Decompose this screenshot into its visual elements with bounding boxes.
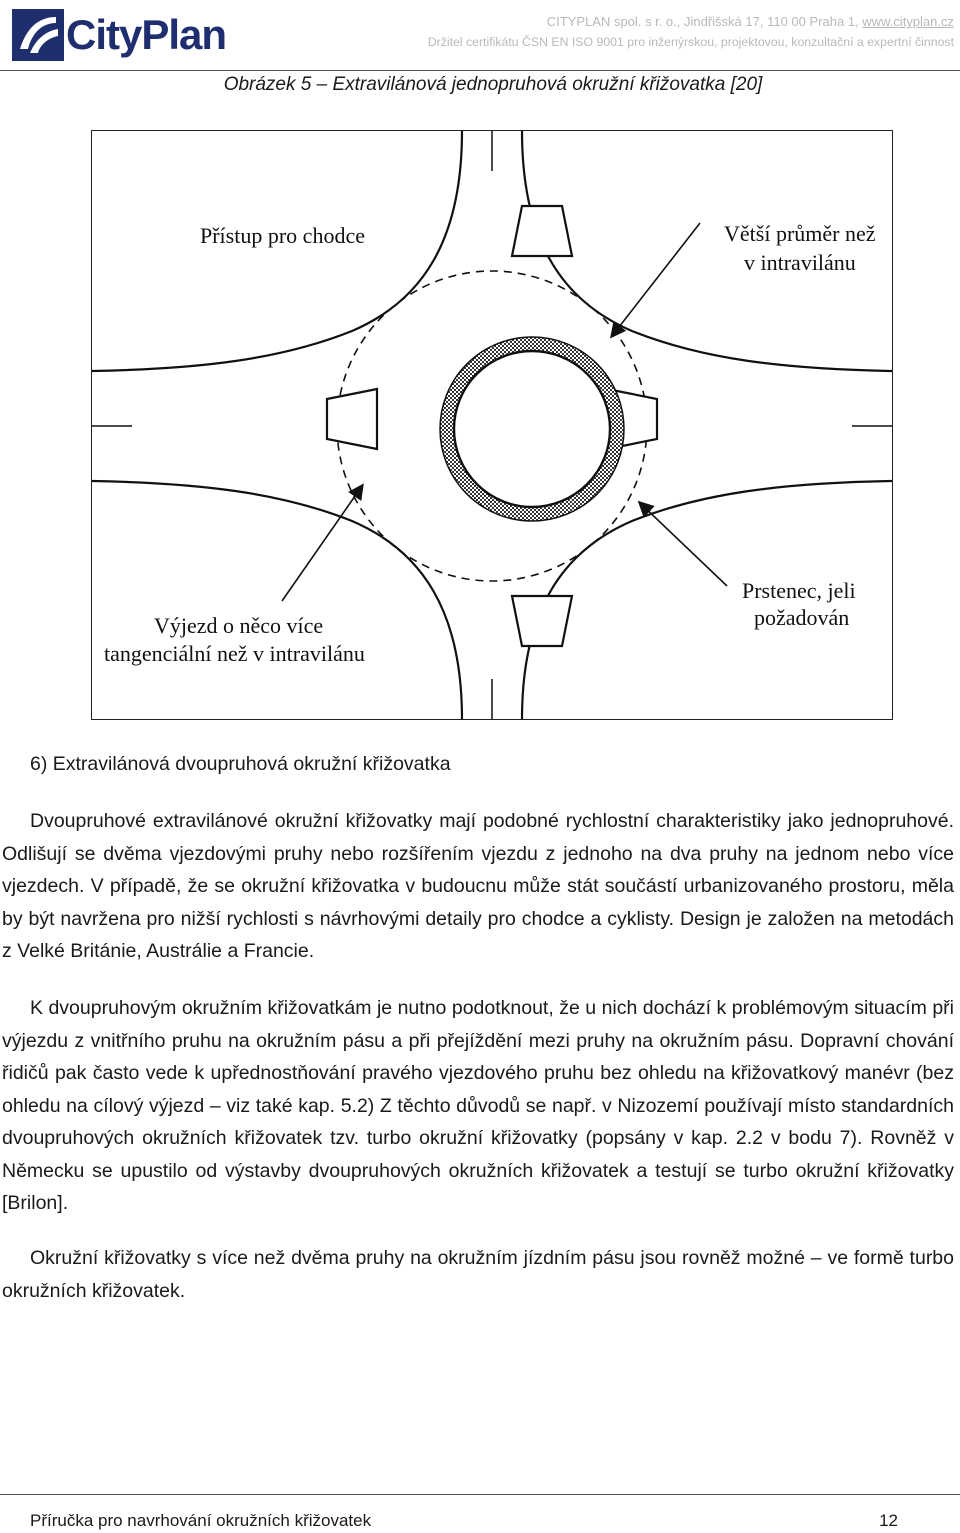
paragraph-1-text: Dvoupruhové extravilánové okružní křižovatky mají podobné rychlostní charakteristiky jako jednopruhové. Odlišují se dvěma vjezdovými pruhy nebo rozšířením vjezdu z jednoho na dva pruhy na jednom nebo více vjezdech. V případě, že se okružní křižovatka v budoucnu může stát součástí urbanizovaného prostoru, měla by být navržena pro nižší rychlosti s návrhovými detaily pro chodce a cyklisty. Design je založen na metodách z Velké Británie, Austrálie a Francie. [2, 810, 954, 962]
page-number: 12 [879, 1511, 898, 1530]
paragraph-2-text: K dvoupruhovým okružním křižovatkám je nutno podotknout, že u nich dochází k problémovým situacím při výjezdu z vnitřního pruhu na okružním pásu a při přejíždění mezi pruhy na okružním pásu. Dopravní chování řidičů pak často vede k upřednostňování pravého vjezdového pruhu bez ohledu na křižovatkový manévr (bez ohledu na cílový výjezd – viz také kap. 5.2) Z těchto důvodů se např. v Nizozemí používají místo standardních dvoupruhových okružních křižovatek tzv. turbo okružní křižovatky (popsány v kap. 2.2 v bodu 7). Rovněž v Německu se upustilo od výstavby dvoupruhových okružních křižovatek a testují se turbo okružní křižovatky [Brilon]. [2, 997, 954, 1214]
paragraph-3-text: Okružní křižovatky s více než dvěma pruhy na okružním jízdním pásu jsou rovněž možné – ve formě turbo okružních křižovatek. [2, 1247, 954, 1302]
label-apron-1: Prstenec, jeli [742, 578, 856, 603]
label-apron-2: požadován [754, 605, 850, 630]
roundabout-figure [91, 130, 893, 720]
road-edge-sw [92, 481, 462, 719]
footer-divider [0, 1494, 960, 1495]
road-edge-nw [92, 131, 462, 371]
company-line: CITYPLAN spol. s r. o., Jindřišská 17, 110 00 Praha 1, [546, 14, 863, 29]
header-divider [0, 70, 960, 71]
splitter-island-n [512, 206, 572, 256]
certification-line: Držitel certifikátu ČSN EN ISO 9001 pro inženýrskou, projektovou, konzultační a expertní činnost [427, 35, 954, 49]
paragraph-2 [2, 992, 954, 1220]
company-address [547, 14, 954, 29]
logo-mark-icon [12, 9, 64, 61]
roundabout-diagram [92, 131, 892, 719]
page-header [0, 0, 960, 72]
company-website-link[interactable]: www.cityplan.cz [862, 14, 954, 29]
cityplan-logo [12, 9, 234, 61]
arrow-apron [640, 503, 727, 586]
label-pedestrian: Přístup pro chodce [200, 223, 365, 248]
footer-title: Příručka pro navrhování okružních křižovatek [30, 1511, 372, 1530]
label-exit-1: Výjezd o něco více [154, 613, 324, 638]
splitter-island-s [512, 596, 572, 646]
splitter-island-w [327, 389, 377, 449]
label-diameter-2: v intravilánu [744, 250, 856, 275]
logo-text: CityPlan [66, 11, 227, 58]
paragraph-3 [2, 1242, 954, 1307]
central-island [454, 351, 610, 507]
arrow-diameter [612, 223, 700, 336]
label-exit-2: tangenciální než v intravilánu [104, 641, 365, 666]
section-heading: 6) Extravilánová dvoupruhová okružní křižovatka [30, 753, 451, 775]
label-diameter-1: Větší průměr než [724, 221, 876, 246]
paragraph-1 [2, 805, 954, 968]
figure-caption: Obrázek 5 – Extravilánová jednopruhová okružní křižovatka [20] [223, 74, 763, 95]
